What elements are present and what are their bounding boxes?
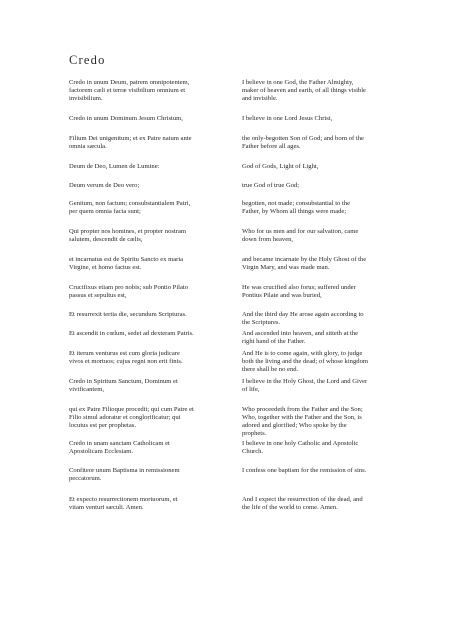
english-paragraph: God of Gods, Light of Light, — [242, 163, 319, 170]
latin-paragraph: qui ex Patre Filioque procedit; qui cum Patre et Filio simul adoratur et conglorificatur; qui locutus est per prophetas. — [69, 406, 194, 429]
latin-paragraph: Et ascendit in cœlum, sedet ad dexteram Patris. — [69, 330, 194, 337]
english-paragraph: And I expect the resurrection of the dead, and the life of the world to come. Amen. — [242, 496, 363, 511]
latin-paragraph: Et iterum venturus est cum gloria judicare vivos et mortuos; cujus regni non erit finis. — [69, 350, 183, 365]
latin-paragraph: Genitum, non factum; consubstantialem Patri, per quem omnia facta sunt; — [69, 200, 191, 215]
english-paragraph: I believe in one holy Catholic and Apostolic Church. — [242, 440, 359, 455]
english-paragraph: I believe in one Lord Jesus Christ, — [242, 115, 333, 122]
latin-paragraph: Et resurrexit tertia die, secundum Scripturas. — [69, 311, 187, 318]
document-title: Credo — [69, 53, 106, 67]
english-paragraph: I believe in the Holy Ghost, the Lord and Giver of life, — [242, 378, 368, 393]
latin-paragraph: Deum de Deo, Lumen de Lumine: — [69, 163, 160, 170]
english-paragraph: the only-begotten Son of God; and born of the Father before all ages. — [242, 135, 364, 150]
latin-paragraph: Credo in unum Deum, patrem omnipotentem, factorem cæli et terræ visibilium omnium et invisibilium. — [69, 79, 190, 102]
latin-paragraph: Credo in unam sanctam Catholicam et Apostolicam Ecclesiam. — [69, 440, 170, 455]
latin-paragraph: Credo in unum Dominum Jesum Christum, — [69, 115, 183, 122]
english-paragraph: true God of true God; — [242, 182, 300, 189]
english-paragraph: I confess one baptism for the remission of sins. — [242, 467, 367, 474]
english-paragraph: I believe in one God, the Father Almighty, maker of heaven and earth, of all things visible and invisible. — [242, 79, 366, 102]
latin-paragraph: Deum verum de Deo vero; — [69, 182, 140, 189]
english-paragraph: And the third day He arose again according to the Scriptures. — [242, 311, 364, 326]
latin-paragraph: Et expecto resurrectionem mortuorum, et vitam venturi sæculi. Amen. — [69, 496, 178, 511]
english-paragraph: And ascended into heaven, and sitteth at the right hand of the Father. — [242, 330, 359, 345]
english-paragraph: Who for us men and for our salvation, came down from heaven, — [242, 228, 359, 243]
latin-paragraph: Credo in Spiritum Sanctum, Dominum et vivificantem, — [69, 378, 178, 393]
english-paragraph: Who proceedeth from the Father and the Son; Who, together with the Father and the Son, is adored and glorified; Who spoke by the prophets. — [242, 406, 363, 437]
english-paragraph: He was crucified also forus; suffered under Pontius Pilate and was buried, — [242, 284, 356, 299]
latin-paragraph: Filium Dei unigenitum; et ex Patre natum ante omnia sæcula. — [69, 135, 192, 150]
english-paragraph: begotten, not made; consubstantial to the Father, by Whom all things were made; — [242, 200, 351, 215]
latin-paragraph: et incarnatus est de Spiritu Sancto ex maria Virgine, et homo factus est. — [69, 256, 184, 271]
english-paragraph: and became incarnate by the Holy Ghost of the Virgin Mary, and was made man. — [242, 256, 367, 271]
latin-paragraph: Confiteor unum Baptisma in remissionem peccatorum. — [69, 467, 180, 482]
latin-paragraph: Qui propter nos homines, et propter nostram salutem, descendit de cælis, — [69, 228, 187, 243]
latin-paragraph: Crucifixus etiam pro nobis; sub Pontio Pilato passus et sepultus est, — [69, 284, 189, 299]
english-paragraph: And He is to come again, with glory, to judge both the living and the dead; of whose kingdom there shall be no end. — [242, 350, 368, 373]
